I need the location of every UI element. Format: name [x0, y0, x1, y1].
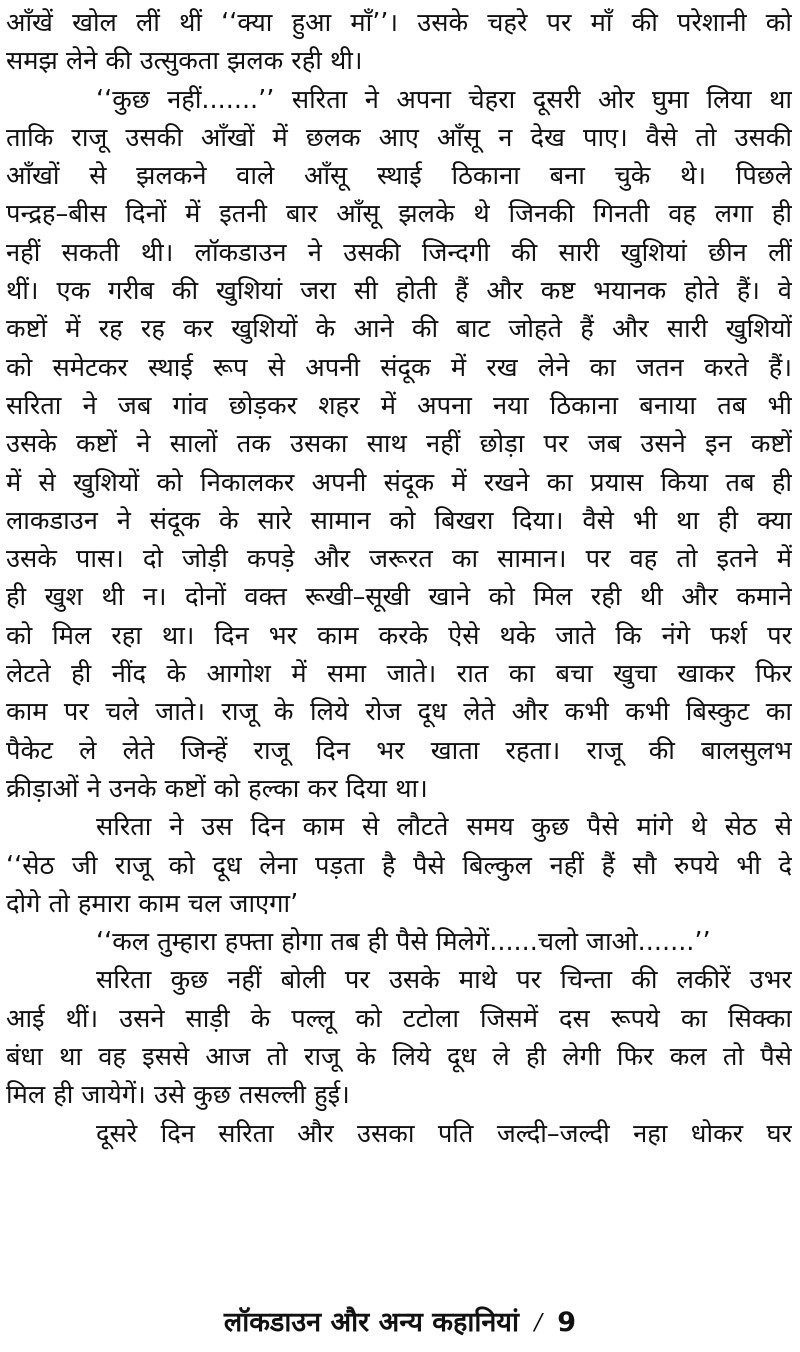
text-line: ताकि राजू उसकी आँखों में छलक आए आँसू न देख पाए। वैसे तो उसकी: [6, 122, 792, 153]
text-line: में से खुशियों को निकालकर अपनी संदूक में रखने का प्रयास किया तब ही: [6, 467, 792, 498]
footer-separator: /: [534, 1307, 542, 1337]
text-line: दोगे तो हमारा काम चल जाएगा’: [6, 888, 299, 919]
text-line: सरिता ने उस दिन काम से लौटते समय कुछ पैसे मांगे थे सेठ से: [96, 812, 792, 843]
text-line: बंधा था वह इससे आज तो राजू के लिये दूध ले ही लेगी फिर कल तो पैसे: [6, 1042, 792, 1073]
text-line: नहीं सकती थी। लॉकडाउन ने उसकी जिन्दगी की सारी खुशियां छीन लीं: [6, 237, 792, 268]
text-line: मिल ही जायेगें। उसे कुछ तसल्ली हुई।: [6, 1080, 350, 1111]
text-line: आँखों से झलकने वाले आँसू स्थाई ठिकाना बना चुके थे। पिछले: [6, 161, 792, 192]
text-line: कष्टों में रह रह कर खुशियों के आने की बाट जोहते हैं और सारी खुशियों: [6, 314, 792, 345]
body-text: [6, 4, 792, 1153]
text-line: आई थीं। उसने साड़ी के पल्लू को टटोला जिसमें दस रूपये का सिक्का: [6, 1003, 792, 1034]
text-line: क्रीड़ाओं ने उनके कष्टों को हल्का कर दिया था।: [6, 773, 428, 804]
text-line: लाकडाउन ने संदूक के सारे सामान को बिखरा दिया। वैसे भी था ही क्या: [6, 505, 792, 536]
footer-book-title: लॉकडाउन और अन्य कहानियां: [223, 1307, 519, 1338]
text-line: उसके कष्टों ने सालों तक उसका साथ नहीं छोड़ा पर जब उसने इन कष्टों: [6, 429, 792, 460]
text-line: ‘‘कुछ नहीं.......’’ सरिता ने अपना चेहरा दूसरी ओर घुमा लिया था: [96, 84, 792, 115]
text-line: काम पर चले जाते। राजू के लिये रोज दूध लेते और कभी कभी बिस्कुट का: [6, 697, 792, 728]
text-line: आँखें खोल लीं थीं ‘‘क्या हुआ माँ’’। उसके चहरे पर माँ की परेशानी को: [6, 8, 792, 38]
text-line: सरिता ने जब गांव छोड़कर शहर में अपना नया ठिकाना बनाया तब भी: [6, 390, 792, 421]
text-line: थीं। एक गरीब की खुशियां जरा सी होती हैं और कष्ट भयानक होते हैं। वे: [6, 276, 792, 307]
text-line: सरिता कुछ नहीं बोली पर उसके माथे पर चिन्ता की लकीरें उभर: [96, 965, 792, 996]
text-line: ‘‘कल तुम्हारा हफ्ता होगा तब ही पैसे मिलेगें......चलो जाओ.......’’: [96, 927, 711, 958]
text-line: ही खुश थी न। दोनों वक्त रूखी–सूखी खाने को मिल रही थी और कमाने: [6, 582, 792, 613]
text-line: पन्द्रह–बीस दिनों में इतनी बार आँसू झलके थे जिनकी गिनती वह लगा ही: [6, 199, 792, 230]
text-line: उसके पास। दो जोड़ी कपड़े और जरूरत का सामान। पर वह तो इतने में: [6, 544, 792, 575]
text-line: ‘‘सेठ जी राजू को दूध लेना पड़ता है पैसे बिल्कुल नहीं हैं सौ रुपये भी दे: [6, 850, 792, 881]
page-footer: [0, 1302, 800, 1343]
text-line: को समेटकर स्थाई रूप से अपनी संदूक में रख लेने का जतन करते हैं।: [6, 352, 792, 383]
text-line: दूसरे दिन सरिता और उसका पति जल्दी–जल्दी नहा धोकर घर: [96, 1118, 792, 1149]
text-line: पैकेट ले लेते जिन्हें राजू दिन भर खाता रहता। राजू की बालसुलभ: [6, 735, 792, 766]
text-line: समझ लेने की उत्सुकता झलक रही थी।: [6, 46, 363, 77]
page-number: 9: [557, 1307, 577, 1338]
text-line: लेटते ही नींद के आगोश में समा जाते। रात का बचा खुचा खाकर फिर: [6, 659, 792, 690]
text-line: को मिल रहा था। दिन भर काम करके ऐसे थके जाते कि नंगे फर्श पर: [6, 620, 792, 651]
